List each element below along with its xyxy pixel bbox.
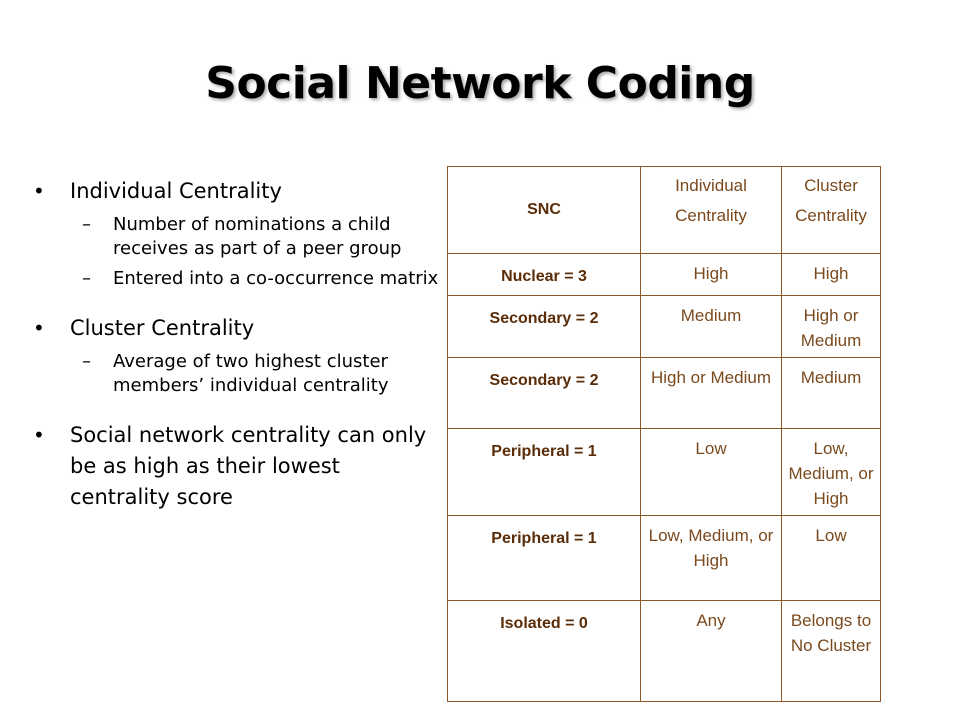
header-individual-centrality: Individual Centrality bbox=[641, 167, 782, 254]
slide-title: Social Network Coding bbox=[205, 58, 755, 109]
cluster-cell: Medium bbox=[782, 358, 881, 429]
individual-cell: Low, Medium, or High bbox=[641, 516, 782, 601]
cluster-cell: Belongs to No Cluster bbox=[782, 601, 881, 702]
individual-cell: Any bbox=[641, 601, 782, 702]
table-row bbox=[448, 296, 881, 358]
bullet-social-network-centrality: • Social network centrality can only be as high as their lowest centrality score bbox=[30, 420, 440, 513]
table-header-row bbox=[448, 167, 881, 254]
sub-bullet-nominations: – Number of nominations a child receives as part of a peer group bbox=[30, 213, 440, 261]
row-label: Secondary = 2 bbox=[448, 358, 641, 429]
row-label: Isolated = 0 bbox=[448, 601, 641, 702]
row-label: Nuclear = 3 bbox=[448, 254, 641, 296]
sub-bullet-co-occurrence: – Entered into a co-occurrence matrix bbox=[30, 267, 440, 291]
table-row bbox=[448, 516, 881, 601]
individual-cell: High bbox=[641, 254, 782, 296]
individual-cell: Medium bbox=[641, 296, 782, 358]
cluster-cell: Low bbox=[782, 516, 881, 601]
table-row bbox=[448, 358, 881, 429]
cluster-cell: Low, Medium, or High bbox=[782, 429, 881, 516]
row-label: Secondary = 2 bbox=[448, 296, 641, 358]
bullet-individual-centrality: • Individual Centrality bbox=[30, 176, 440, 207]
table-row bbox=[448, 254, 881, 296]
cluster-cell: High or Medium bbox=[782, 296, 881, 358]
table-row bbox=[448, 601, 881, 702]
sub-bullet-average: – Average of two highest cluster members’ individual centrality bbox=[30, 350, 440, 398]
bullet-list bbox=[30, 176, 440, 513]
snc-table bbox=[447, 166, 881, 702]
individual-cell: Low bbox=[641, 429, 782, 516]
bullet-cluster-centrality: • Cluster Centrality bbox=[30, 313, 440, 344]
row-label: Peripheral = 1 bbox=[448, 516, 641, 601]
individual-cell: High or Medium bbox=[641, 358, 782, 429]
header-snc: SNC bbox=[448, 167, 641, 254]
table-row bbox=[448, 429, 881, 516]
header-cluster-centrality: Cluster Centrality bbox=[782, 167, 881, 254]
cluster-cell: High bbox=[782, 254, 881, 296]
row-label: Peripheral = 1 bbox=[448, 429, 641, 516]
